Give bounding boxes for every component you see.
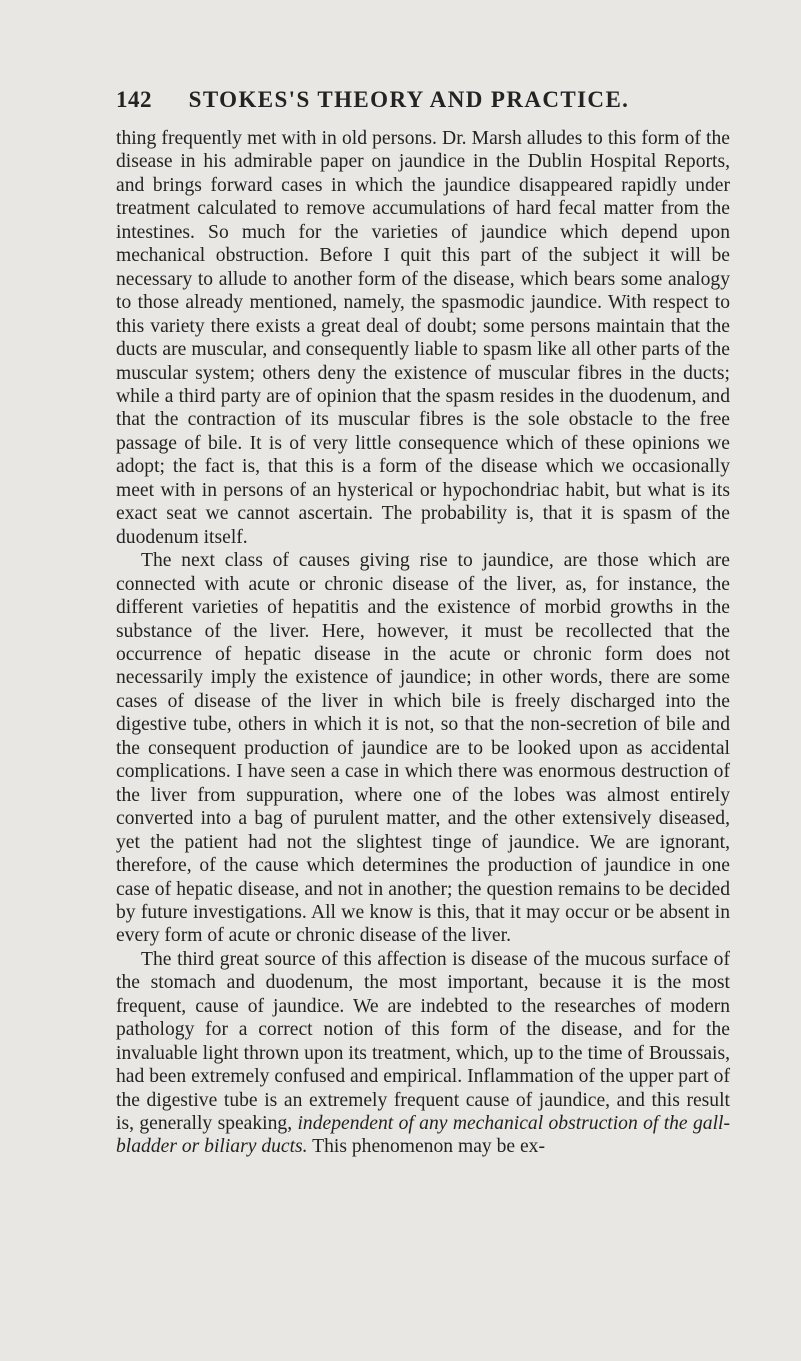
paragraph-text-after-italic: This phenomenon may be ex- (307, 1136, 546, 1158)
italic-phrase: independent of any mechanical obstruction of the gall-bladder or biliary ducts. (116, 1113, 730, 1158)
paragraph-mucous-surface (116, 948, 730, 1159)
paragraph-hepatic-disease: The next class of causes giving rise to jaundice, are those which are connected with acute or chronic disease of the liver, as, for instance, the different varieties of hepatitis and the existence of morbid growths in the substance of the liver. Here, however, it must be recollected that the occurrence of hepatic disease in the acute or chronic form does not necessarily imply the existence of jaundice; in other words, there are some cases of disease of the liver in which bile is freely discharged into the digestive tube, others in which it is not, so that the non-secretion of bile and the consequent production of jaundice are to be looked upon as accidental complications. I have seen a case in which there was enormous destruction of the liver from suppuration, where one of the lobes was almost entirely converted into a bag of purulent matter, and the other extensively diseased, yet the patient had not the slightest tinge of jaundice. We are ignorant, therefore, of the cause which determines the production of jaundice in one case of hepatic disease, and not in another; the question remains to be decided by future investigations. All we know is this, that it may occur or be absent in every form of acute or chronic disease of the liver. (116, 550, 730, 947)
page-number: 142 (116, 87, 152, 112)
paragraph-continuation: thing frequently met with in old persons. Dr. Marsh alludes to this form of the disease in his admirable paper on jaundice in the Dublin Hospital Reports, and brings forward cases in which the jaundice disappeared rapidly under treatment calculated to remove accumulations of hard fecal matter from the intestines. So much for the varieties of jaundice which depend upon mechanical obstruction. Before I quit this part of the subject it will be necessary to allude to another form of the disease, which bears some analogy to those already mentioned, namely, the spasmodic jaundice. With respect to this variety there exists a great deal of doubt; some persons maintain that the ducts are muscular, and consequently liable to spasm like all other parts of the muscular system; others deny the existence of muscular fibres in the ducts; while a third party are of opinion that the spasm resides in the duodenum, and that the contraction of its muscular fibres is the sole obstacle to the free passage of bile. It is of very little consequence which of these opinions we adopt; the fact is, that this is a form of the disease which we occasionally meet with in persons of an hysterical or hypochondriac habit, but what is its exact seat we cannot ascertain. The probability is, that it is spasm of the duodenum itself. (116, 128, 730, 548)
paragraph-text-before-italic: The third great source of this affection is disease of the mucous surface of the stomach and duodenum, the most important, because it is the most frequent, cause of jaundice. We are indebted to the researches of modern pathology for a correct notion of this form of the disease, and for the invaluable light thrown upon its treatment, which, up to the time of Broussais, had been extremely confused and empirical. Inflammation of the upper part of the digestive tube is an extremely frequent cause of jaundice, and this result is, generally speaking, (116, 948, 730, 1135)
running-title: STOKES'S THEORY AND PRACTICE. (188, 87, 630, 112)
body-text (116, 127, 730, 1159)
page-header (116, 87, 726, 117)
